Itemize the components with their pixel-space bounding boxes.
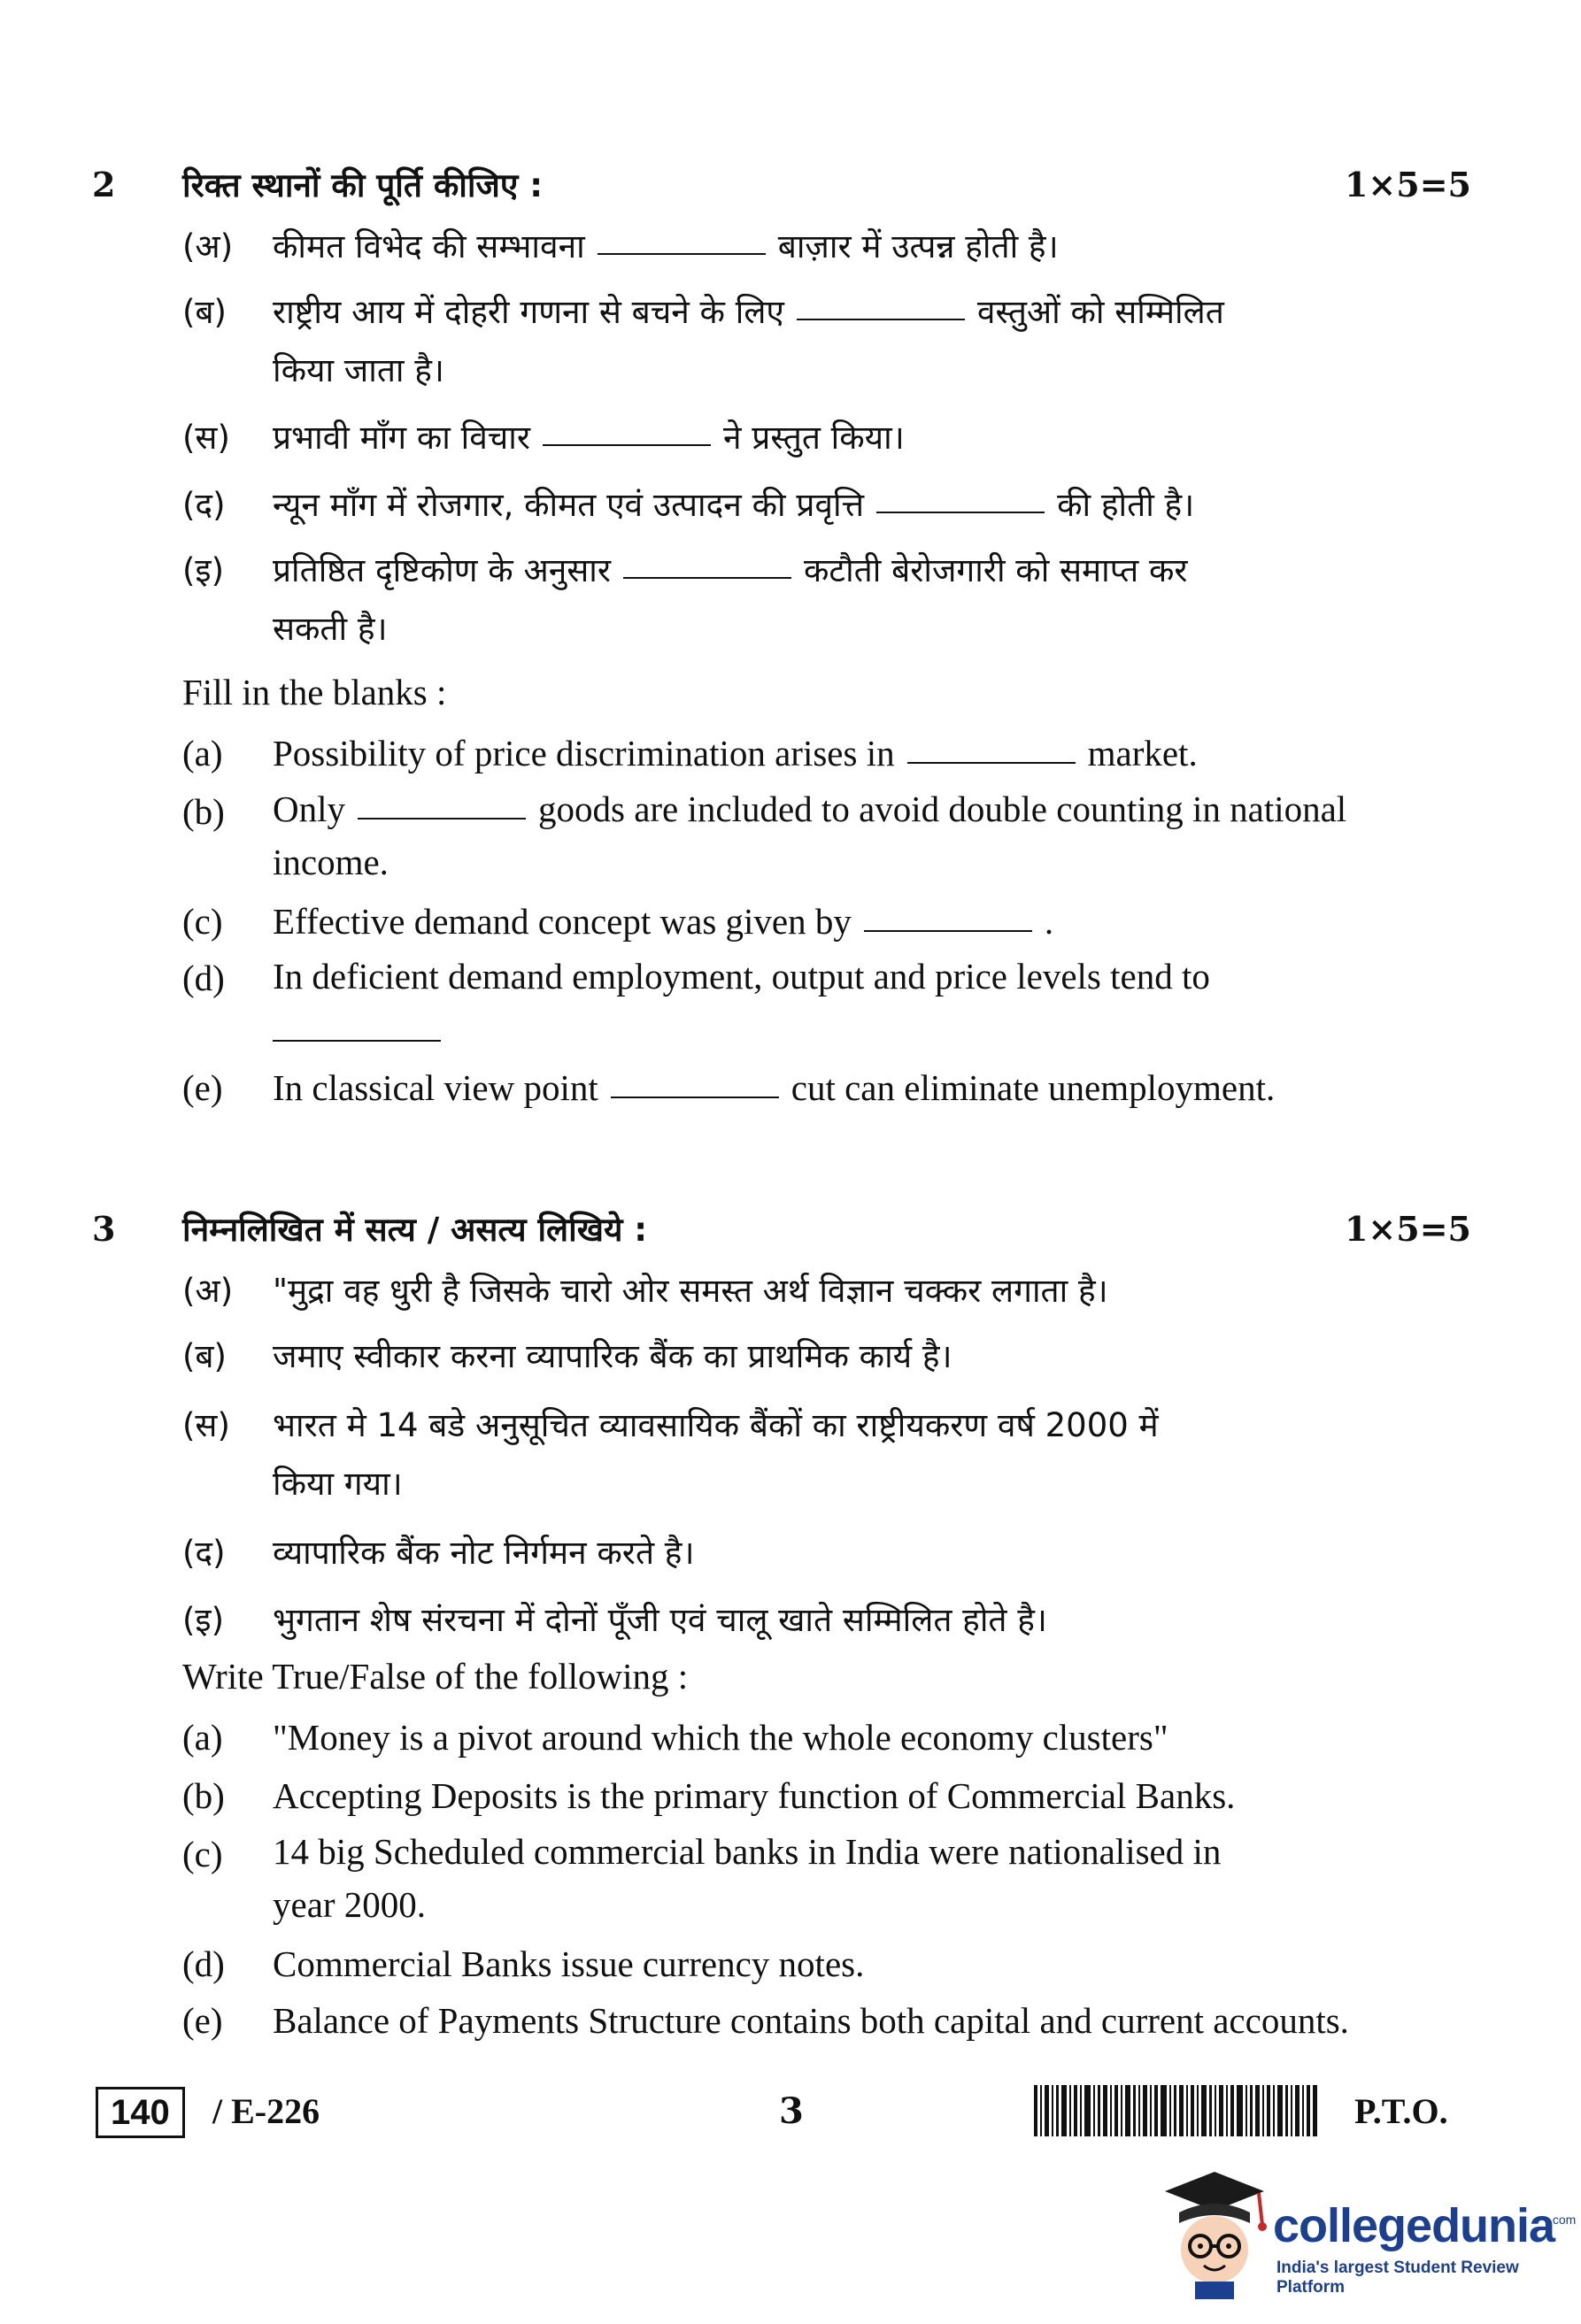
item-text: कीमत विभेद की सम्भावना [273,227,585,265]
item-text: Balance of Payments Structure contains both capital and current accounts. [273,2000,1349,2041]
item-text: "Money is a pivot around which the whole economy clusters" [273,1717,1168,1758]
blank-line [358,817,526,820]
item-text: Accepting Deposits is the primary function of Commercial Banks. [273,1775,1236,1816]
q3-english-item-d [182,1935,1404,1993]
q3-hindi-item-d [182,1524,1404,1582]
item-text: भारत मे 14 बडे अनुसूचित व्यावसायिक बैंकों का राष्ट्रीयकरण वर्ष 2000 में [273,1406,1159,1444]
blank-line [864,929,1032,932]
question-3-title-hindi: निम्नलिखित में सत्य / असत्य लिखिये : [182,1211,648,1249]
item-text-continued: income. [273,842,389,882]
q3-english-item-e [182,1991,1404,2050]
blank-line [611,1096,779,1098]
item-label: (c) [182,901,223,942]
item-text-after: cut can eliminate unemployment. [790,1067,1276,1108]
q2-hindi-item-d [182,476,1404,535]
item-label: (इ) [182,551,225,589]
q3-english-item-a [182,1708,1404,1766]
student-mascot-icon [1160,2168,1269,2301]
item-label: (अ) [182,1272,234,1310]
item-label: (b) [182,1775,225,1816]
question-2-title-english: Fill in the blanks : [182,672,447,712]
item-text-after: market. [1087,733,1198,773]
item-text: Commercial Banks issue currency notes. [273,1943,865,1984]
item-label: (b) [182,791,225,832]
item-text: "मुद्रा वह धुरी है जिसके चारो ओर समस्त अर्थ विज्ञान चक्कर लगाता है। [273,1272,1108,1310]
q2-hindi-item-a [182,218,1404,276]
blank-line [623,576,791,579]
page-footer [0,2080,1581,2151]
q3-english-item-b [182,1766,1404,1825]
item-label: (द) [182,486,226,524]
paper-code: / E-226 [212,2091,320,2131]
item-text-after: वस्तुओं को सम्मिलित [976,293,1224,331]
q2-english-item-b [182,782,1404,889]
blank-line [543,443,711,446]
item-label: (स) [182,419,230,457]
q2-english-item-c [182,892,1404,950]
item-label: (ब) [182,1337,227,1375]
item-label: (इ) [182,1601,225,1639]
brand-name: collegedunia [1273,2199,1555,2252]
item-label: (d) [182,1943,225,1984]
item-text: व्यापारिक बैंक नोट निर्गमन करते है। [273,1534,695,1572]
item-label: (द) [182,1534,226,1572]
q2-english-item-d [182,949,1404,1058]
item-label: (c) [182,1834,223,1874]
item-text-after: बाज़ार में उत्पन्न होती है। [777,227,1059,265]
question-2-number: 2 [92,165,116,204]
barcode-image [1034,2085,1317,2136]
q2-hindi-item-e [182,542,1404,658]
item-text-continued: किया जाता है। [273,351,444,389]
q2-hindi-item-c [182,409,1404,467]
question-2-title-hindi: रिक्त स्थानों की पूर्ति कीजिए : [182,166,544,204]
q3-hindi-item-e [182,1591,1404,1650]
q2-hindi-item-b [182,283,1404,400]
question-3-title-english: Write True/False of the following : [182,1656,689,1697]
item-label: (स) [182,1406,230,1444]
item-text: 14 big Scheduled commercial banks in India were nationalised in [273,1831,1222,1872]
item-label: (e) [182,1067,223,1108]
item-label: (d) [182,958,225,998]
question-3-number: 3 [92,1209,116,1249]
item-text-after: कटौती बेरोजगारी को समाप्त कर [804,551,1188,589]
item-text-after: की होती है। [1057,486,1195,524]
page-number: 3 [779,2090,804,2132]
blank-line [876,511,1045,513]
question-3-marks: 1×5=5 [1344,1209,1471,1249]
q3-hindi-item-a [182,1262,1404,1320]
item-text-continued: year 2000. [273,1884,427,1925]
item-text-after: . [1044,901,1054,942]
item-text: राष्ट्रीय आय में दोहरी गणना से बचने के लिए [273,293,784,331]
item-text-after: ने प्रस्तुत किया। [723,419,905,457]
pto-label: P.T.O. [1354,2091,1448,2131]
item-label: (a) [182,733,223,773]
q2-english-item-a [182,724,1404,782]
blank-line [797,318,965,320]
item-text: Effective demand concept was given by [273,901,852,942]
item-text-after: goods are included to avoid double counting in national [538,789,1347,829]
item-text: प्रतिष्ठित दृष्टिकोण के अनुसार [273,551,612,589]
item-text: न्यून माँग में रोजगार, कीमत एवं उत्पादन की प्रवृत्ति [273,486,865,524]
q3-hindi-item-b [182,1327,1404,1386]
item-text: In classical view point [273,1067,598,1108]
blank-line [598,252,766,255]
item-text-continued: सकती है। [273,610,388,648]
item-text: जमाए स्वीकार करना व्यापारिक बैंक का प्राथमिक कार्य है। [273,1337,952,1375]
item-text: Possibility of price discrimination arises in [273,733,895,773]
q3-hindi-item-c [182,1397,1404,1513]
item-label: (अ) [182,227,234,265]
item-label: (a) [182,1717,223,1758]
item-label: (e) [182,2000,223,2041]
q2-english-item-e [182,1058,1404,1117]
item-text: In deficient demand employment, output and price levels tend to [273,956,1210,997]
blank-line [273,1039,441,1042]
item-text: भुगतान शेष संरचना में दोनों पूँजी एवं चालू खाते सम्मिलित होते है। [273,1601,1047,1639]
paper-code-box: 140 [96,2087,185,2138]
item-text-continued: किया गया। [273,1465,403,1503]
item-text: प्रभावी माँग का विचार [273,419,530,457]
item-text: Only [273,789,345,829]
brand-dotcom: .com [1549,2212,1577,2227]
q3-english-item-c [182,1825,1404,1931]
brand-tagline: India's largest Student Review Platform [1276,2259,1519,2297]
item-label: (ब) [182,293,227,331]
question-2-marks: 1×5=5 [1344,165,1471,204]
brand-logo [1160,2159,1576,2319]
blank-line [907,761,1076,764]
